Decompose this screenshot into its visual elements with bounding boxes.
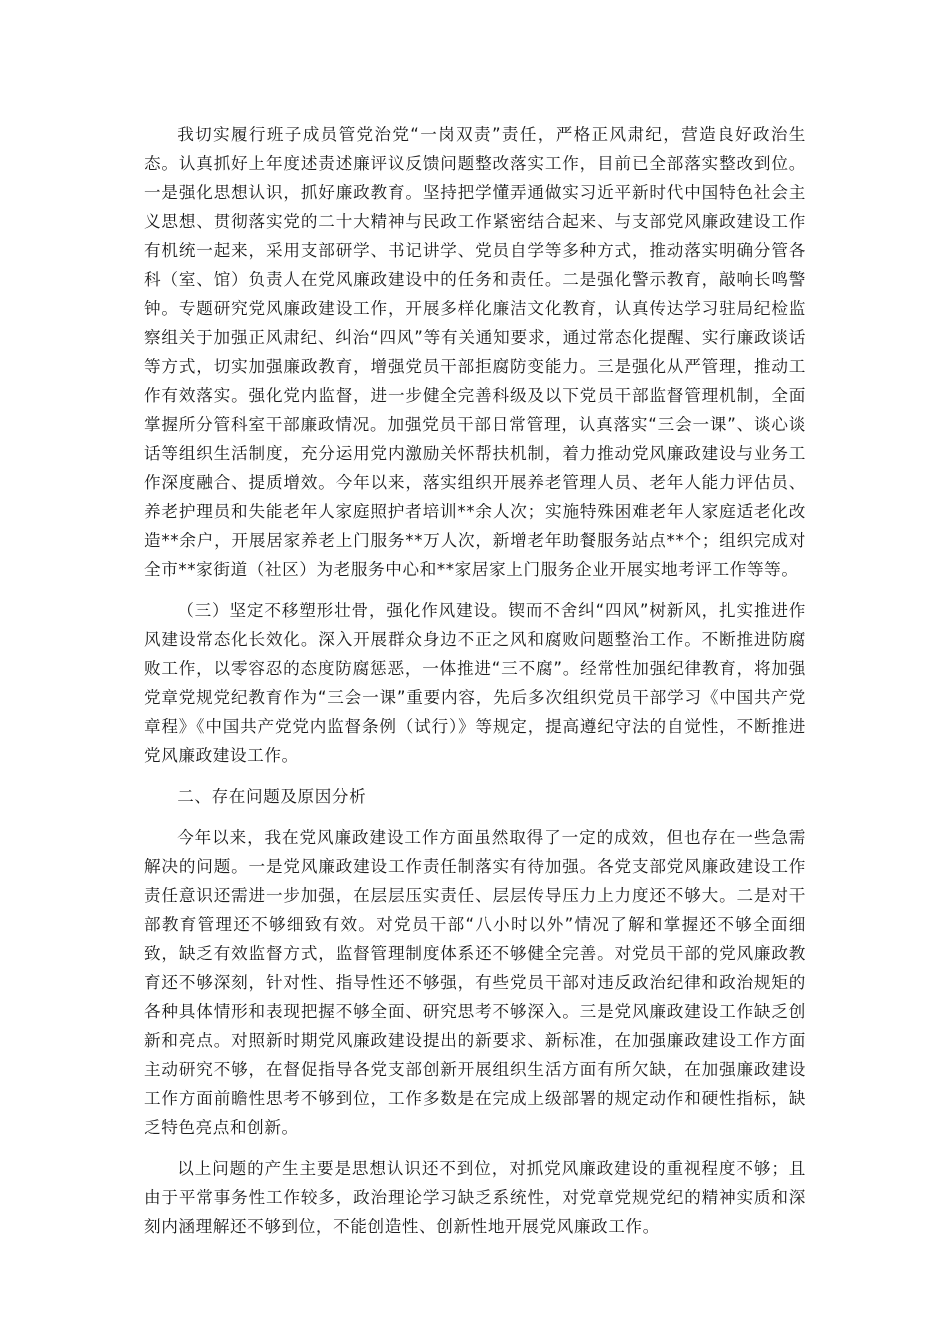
section-heading-problems: 二、存在问题及原因分析 <box>177 787 367 806</box>
paragraph-problems: 今年以来，我在党风廉政建设工作方面虽然取得了一定的成效，但也存在一些急需解决的问题。一是党风廉政建设工作责任制落实有待加强。各党支部党风廉政建设工作责任意识还需进一步加强，在层层压实责任、层层传导压力上力度还不够大。二是对干部教育管理还不够细致有效。对党员干部“八小时以外”情况了解和掌握还不够全面细致，缺乏有效监督方式，监督管理制度体系还不够健全完善。对党员干部的党风廉政教育还不够深刻，针对性、指导性还不够强，有些党员干部对违反政治纪律和政治规矩的各种具体情形和表现把握不够全面、研究思考不够深入。三是党风廉政建设工作缺乏创新和亮点。对照新时期党风廉政建设提出的新要求、新标准，在加强廉政建设工作方面主动研究不够，在督促指导各党支部创新开展组织生活方面有所欠缺，在加强廉政建设工作方面前瞻性思考不够到位，工作多数是在完成上级部署的规定动作和硬性指标，缺乏特色亮点和创新。 <box>144 828 806 1137</box>
document-page <box>144 120 806 1241</box>
paragraph-responsibility: 我切实履行班子成员管党治党“一岗双责”责任，严格正风肃纪，营造良好政治生态。认真抓好上年度述责述廉评议反馈问题整改落实工作，目前已全部落实整改到位。一是强化思想认识，抓好廉政教育。坚持把学懂弄通做实习近平新时代中国特色社会主义思想、贯彻落实党的二十大精神与民政工作紧密结合起来、与支部党风廉政建设工作有机统一起来，采用支部研学、书记讲学、党员自学等多种方式，推动落实明确分管各科（室、馆）负责人在党风廉政建设中的任务和责任。二是强化警示教育，敲响长鸣警钟。专题研究党风廉政建设工作，开展多样化廉洁文化教育，认真传达学习驻局纪检监察组关于加强正风肃纪、纠治“四风”等有关通知要求，通过常态化提醒、实行廉政谈话等方式，切实加强廉政教育，增强党员干部拒腐防变能力。三是强化从严管理，推动工作有效落实。强化党内监督，进一步健全完善科级及以下党员干部监督管理机制，全面掌握所分管科室干部廉政情况。加强党员干部日常管理，认真落实“三会一课”、谈心谈话等组织生活制度，充分运用党内激励关怀帮扶机制，着力推动党风廉政建设与业务工作深度融合、提质增效。今年以来，落实组织开展养老管理人员、老年人能力评估员、养老护理员和失能老年人家庭照护者培训**余人次；实施特殊困难老年人家庭适老化改造**余户，开展居家养老上门服务**万人次，新增老年助餐服务站点**个；组织完成对全市**家街道（社区）为老服务中心和**家居家上门服务企业开展实地考评工作等等。 <box>144 125 806 579</box>
paragraph-causes: 以上问题的产生主要是思想认识还不到位，对抓党风廉政建设的重视程度不够；且由于平常事务性工作较多，政治理论学习缺乏系统性，对党章党规党纪的精神实质和深刻内涵理解还不够到位，不能创造性、创新性地开展党风廉政工作。 <box>144 1159 806 1236</box>
paragraph-work-style: （三）坚定不移塑形壮骨，强化作风建设。锲而不舍纠“四风”树新风，扎实推进作风建设常态化长效化。深入开展群众身边不正之风和腐败问题整治工作。不断推进防腐败工作，以零容忍的态度防腐惩恶，一体推进“三不腐”。经常性加强纪律教育，将加强党章党规党纪教育作为“三会一课”重要内容，先后多次组织党员干部学习《中国共产党章程》《中国共产党党内监督条例（试行）》等规定，提高遵纪守法的自觉性，不断推进党风廉政建设工作。 <box>144 601 806 765</box>
